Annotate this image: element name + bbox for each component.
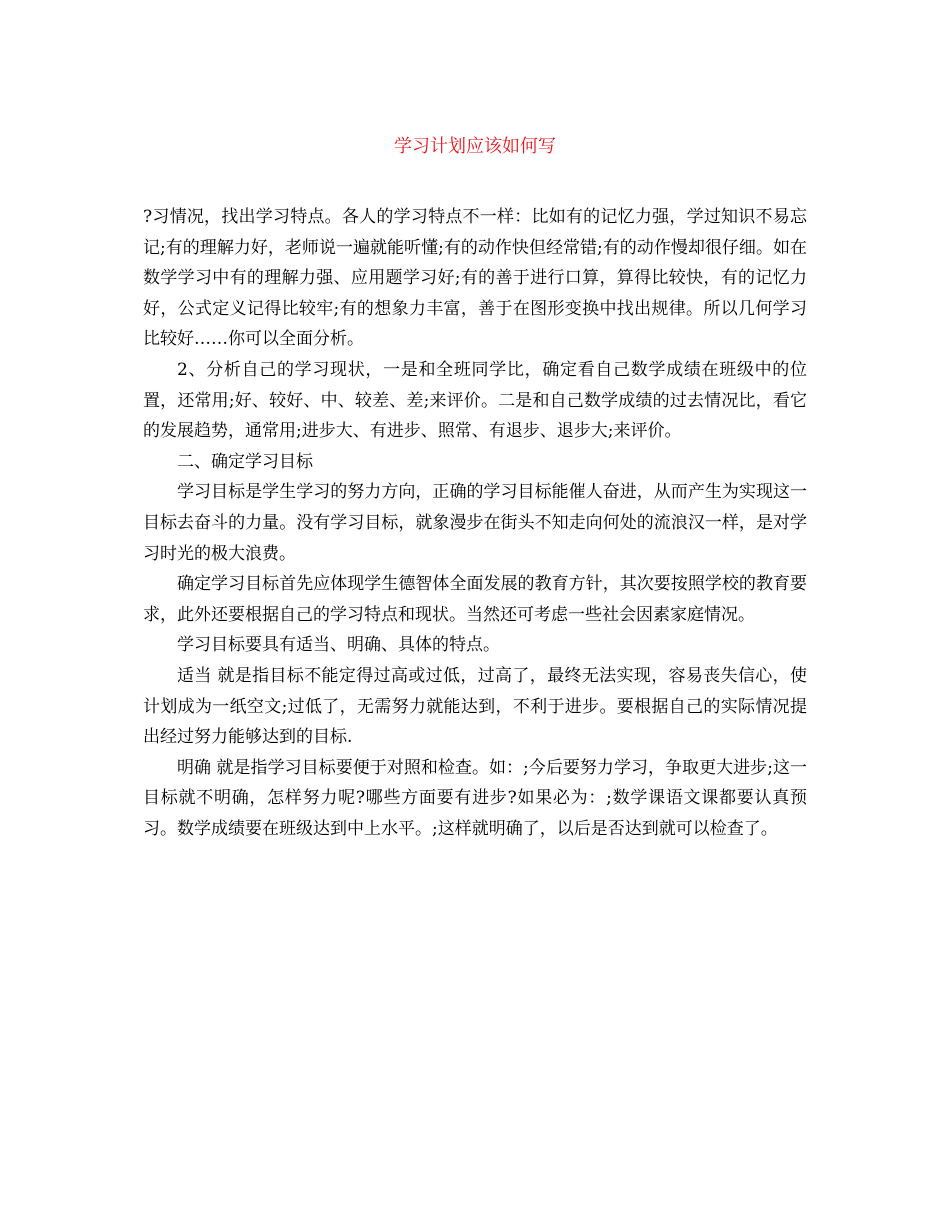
paragraph-goal-basis: 确定学习目标首先应体现学生德智体全面发展的教育方针，其次要按照学校的教育要求，此外还要根据自己的学习特点和现状。当然还可考虑一些社会因素家庭情况。	[143, 574, 807, 625]
paragraph-clear: 明确 就是指学习目标要便于对照和检查。如：;今后要努力学习，争取更大进步;这一目标就不明确，怎样努力呢?哪些方面要有进步?如果必为：;数学课语文课都要认真预习。数学成绩要在班级达到中上水平。;这样就明确了，以后是否达到就可以检查了。	[143, 757, 807, 839]
paragraph-goal-features: 学习目标要具有适当、明确、具体的特点。	[177, 635, 500, 656]
document-body	[143, 202, 807, 844]
document-title: 学习计划应该如何写	[394, 136, 556, 157]
paragraph-appropriate: 适当 就是指目标不能定得过高或过低，过高了，最终无法实现，容易丧失信心，使计划成为一纸空文;过低了，无需努力就能达到，不利于进步。要根据自己的实际情况提出经过努力能够达到的目标.	[143, 665, 807, 748]
paragraph-analyze-status: 2、分析自己的学习现状，一是和全班同学比，确定看自己数学成绩在班级中的位置，还常用;好、较好、中、较差、差;来评价。二是和自己数学成绩的过去情况比，看它的发展趋势，通常用;进步大、有进步、照常、有退步、退步大;来评价。	[143, 359, 807, 442]
section-heading-goals: 二、确定学习目标	[177, 451, 313, 472]
paragraph-study-characteristics: ?习情况，找出学习特点。各人的学习特点不一样：比如有的记忆力强，学过知识不易忘记;有的理解力好，老师说一遍就能听懂;有的动作快但经常错;有的动作慢却很仔细。如在数学学习中有的理解力强、应用题学习好;有的善于进行口算，算得比较快，有的记忆力好，公式定义记得比较牢;有的想象力丰富，善于在图形变换中找出规律。所以几何学习比较好……你可以全面分析。	[143, 207, 807, 350]
paragraph-goal-importance: 学习目标是学生学习的努力方向，正确的学习目标能催人奋进，从而产生为实现这一目标去奋斗的力量。没有学习目标，就象漫步在街头不知走向何处的流浪汉一样，是对学习时光的极大浪费。	[143, 482, 807, 564]
